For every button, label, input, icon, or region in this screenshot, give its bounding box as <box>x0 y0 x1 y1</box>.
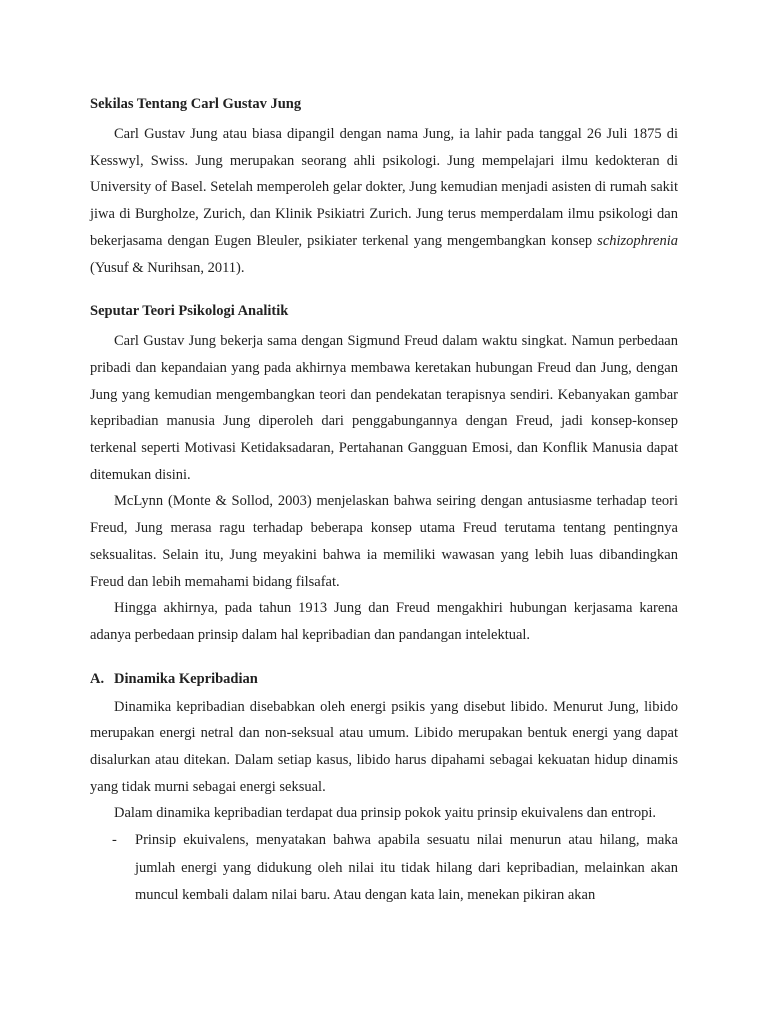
paragraph-jung-freud: Carl Gustav Jung bekerja sama dengan Sigmund Freud dalam waktu singkat. Namun perbedaan pribadi dan kepandaian yang pada akhirnya membawa keretakan hubungan Freud dan Jung, dengan Jung yang kemudian mengembangkan teori dan pendekatan terapisnya sendiri. Kebanyakan gambar kepribadian manusia Jung diperoleh dari penggabungannya dengan Freud, jadi konsep-konsep terkenal seperti Motivasi Ketidaksadaran, Pertahanan Gangguan Emosi, dan Konflik Manusia dapat ditemukan disini. <box>90 333 678 483</box>
list-item-text: Prinsip ekuivalens, menyatakan bahwa apabila sesuatu nilai menurun atau hilang, maka jumlah energi yang didukung oleh nilai itu tidak hilang dari kepribadian, melainkan akan muncul kembali dalam nilai baru. Atau dengan kata lain, menekan pikiran akan <box>135 832 678 904</box>
section-heading-analytic-theory: Seputar Teori Psikologi Analitik <box>90 303 289 320</box>
spacer <box>90 649 678 666</box>
paragraph-1913: Hingga akhirnya, pada tahun 1913 Jung dan Freud mengakhiri hubungan kerjasama karena adanya perbedaan prinsip dalam hal kepribadian dan pandangan intelektual. <box>90 600 678 643</box>
subsection-heading-dynamics <box>90 666 678 692</box>
citation-text: (Yusuf & Nurihsan, 2011). <box>90 259 245 276</box>
subsection-marker: A. <box>90 670 105 687</box>
spacer <box>90 281 678 298</box>
italic-term: schizophrenia <box>597 232 678 249</box>
list-bullet: - <box>112 832 117 849</box>
subsection-title: Dinamika Kepribadian <box>114 670 258 687</box>
document-body <box>90 91 678 910</box>
section-heading-jung: Sekilas Tentang Carl Gustav Jung <box>90 96 302 112</box>
paragraph-text: Carl Gustav Jung atau biasa dipangil dengan nama Jung, ia lahir pada tanggal 26 Juli 1875 di Kesswyl, Swiss. Jung merupakan seorang ahli psikologi. Jung mempelajari ilmu kedokteran di University of Basel. Setelah memperoleh gelar dokter, Jung kemudian menjadi asisten di rumah sakit jiwa di Burgholze, Zurich, dan Klinik Psikiatri Zurich. Jung terus memperdalam ilmu psikologi dan bekerjasama dengan Eugen Bleuler, psikiater terkenal yang mengembangkan konsep <box>90 126 678 249</box>
paragraph-libido: Dinamika kepribadian disebabkan oleh energi psikis yang disebut libido. Menurut Jung, libido merupakan energi netral dan non-seksual atau umum. Libido merupakan bentuk energi yang dapat disalurkan atau ditekan. Dalam setiap kasus, libido harus dipahami sebagai kekuatan hidup dinamis yang tidak murni sebagai energi seksual. <box>90 698 678 795</box>
paragraph-mclynn: McLynn (Monte & Sollod, 2003) menjelaskan bahwa seiring dengan antusiasme terhadap teori Freud, Jung merasa ragu terhadap beberapa konsep utama Freud terutama tentang pentingnya seksualitas. Selain itu, Jung meyakini bahwa ia memiliki wawasan yang lebih luas dibandingkan Freud dan lebih memahami bidang filsafat. <box>90 493 678 590</box>
list-item-equivalence <box>90 827 678 910</box>
paragraph-two-principles: Dalam dinamika kepribadian terdapat dua prinsip pokok yaitu prinsip ekuivalens dan entropi. <box>114 805 656 822</box>
paragraph-jung-biography <box>90 121 678 281</box>
